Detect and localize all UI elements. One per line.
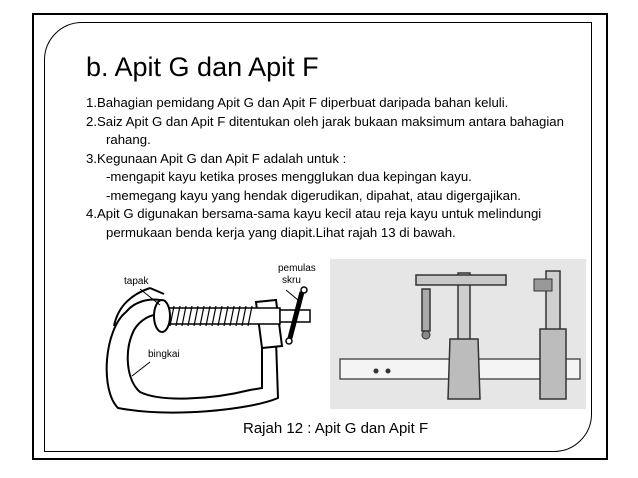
f-clamp-photo <box>330 259 586 409</box>
list-item-text: Saiz Apit G dan Apit F ditentukan oleh jarak bukaan maksimum antara bahagian <box>97 113 564 129</box>
list-item-text-continued: rahang. <box>106 132 151 147</box>
slide-title: b. Apit G dan Apit F <box>86 52 319 82</box>
label-pemulas: pemulas <box>278 263 316 274</box>
list-item-number: 2. <box>86 113 97 129</box>
list-item-number: 4. <box>86 206 97 221</box>
list-item-number: 1. <box>86 95 97 110</box>
label-bingkai: bingkai <box>148 349 180 360</box>
figure-caption: Rajah 12 : Apit G dan Apit F <box>243 420 429 437</box>
list-item-text: Apit G digunakan bersama-sama kayu kecil atau reja kayu untuk melindungi <box>97 206 542 221</box>
sub-list-item: -memegang kayu yang hendak digerudikan, dipahat, atau digergajikan. <box>106 187 521 203</box>
sub-list-item: -mengapit kayu ketika proses menggIukan dua kepingan kayu. <box>106 169 472 184</box>
list-item-text: Bahagian pemidang Apit G dan Apit F diperbuat daripada bahan keluli. <box>97 95 509 110</box>
list-item-number: 3. <box>86 150 97 166</box>
list-item-text-continued: permukaan benda kerja yang diapit.Lihat rajah 13 di bawah. <box>106 224 456 240</box>
label-tapak: tapak <box>124 276 149 287</box>
label-skru: skru <box>282 275 301 286</box>
list-item-text: Kegunaan Apit G dan Apit F adalah untuk : <box>97 150 347 166</box>
clamp-pad <box>154 300 170 332</box>
